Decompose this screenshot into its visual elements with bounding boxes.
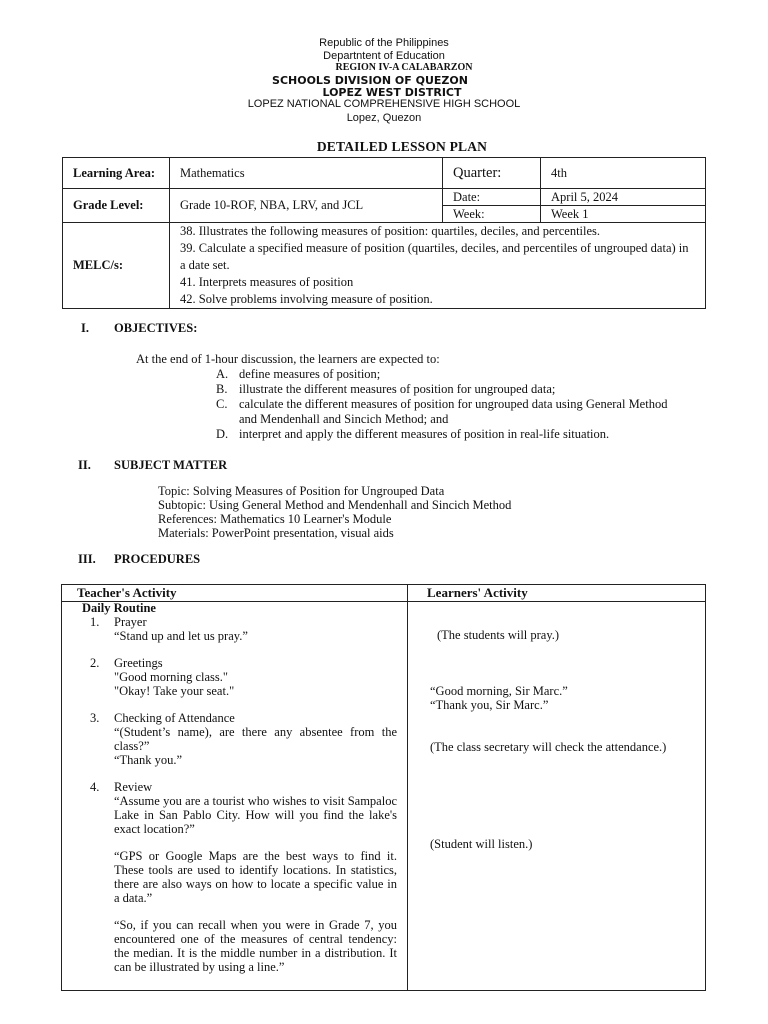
melc-item: 42. Solve problems involving measure of position. — [180, 292, 433, 306]
teacher-activity-header: Teacher's Activity — [62, 585, 408, 602]
melc-item: 38. Illustrates the following measures of position: quartiles, deciles, and percentiles. — [180, 224, 601, 238]
learning-area-label: Learning Area: — [63, 158, 170, 189]
melc-label: MELC/s: — [63, 223, 170, 309]
objectives-intro: At the end of 1-hour discussion, the learners are expected to: — [136, 352, 440, 366]
learner-activity-header: Learners' Activity — [408, 585, 706, 602]
objective-letter: D. — [216, 427, 229, 441]
date-value: April 5, 2024 — [541, 189, 706, 206]
review-paragraph: “Assume you are a tourist who wishes to visit Sampaloc Lake in San Pablo City. How will you find the lake's exact location?” — [114, 794, 397, 836]
learning-area-value: Mathematics — [170, 158, 443, 189]
objective-text: interpret and apply the different measures of position in real-life situation. — [239, 427, 610, 441]
objective-text: calculate the different measures of position for ungrouped data using General Method and Mendenhall and Sincich Method; and — [239, 397, 668, 426]
objectives-list — [216, 367, 686, 442]
objective-text: illustrate the different measures of position for ungrouped data; — [239, 382, 556, 396]
school-name: LOPEZ NATIONAL COMPREHENSIVE HIGH SCHOOL — [247, 98, 521, 110]
subject-subtopic: Subtopic: Using General Method and Mendenhall and Sincich Method — [158, 498, 512, 512]
lesson-info-table — [62, 157, 706, 309]
subject-references: References: Mathematics 10 Learner's Module — [158, 512, 392, 526]
item-title: Greetings — [114, 656, 163, 671]
melc-list — [170, 223, 706, 309]
learner-listen: (Student will listen.) — [430, 837, 533, 851]
item-line: "Okay! Take your seat." — [114, 683, 235, 698]
section-number: I. — [81, 321, 89, 335]
department-line: Departntent of Education — [323, 50, 445, 62]
routine-item-prayer — [62, 616, 407, 644]
learner-greet-2: “Thank you, Sir Marc.” — [430, 698, 549, 712]
learner-activity-cell — [408, 602, 706, 991]
objective-letter: C. — [216, 397, 228, 411]
learner-attendance: (The class secretary will check the attendance.) — [430, 740, 667, 754]
objective-item — [216, 382, 686, 397]
date-label: Date: — [443, 189, 541, 206]
item-number: 1. — [90, 614, 100, 629]
school-location: Lopez, Quezon — [346, 112, 422, 124]
daily-routine-title: Daily Routine — [82, 601, 156, 615]
routine-item-review — [62, 781, 407, 974]
item-line: “Stand up and let us pray.” — [114, 628, 248, 643]
item-line: "Good morning class." — [114, 669, 229, 684]
section-title: OBJECTIVES: — [114, 321, 198, 335]
section-number: III. — [78, 552, 96, 566]
review-paragraph: “GPS or Google Maps are the best ways to find it. These tools are used to identify locations. In statistics, there are also ways on how to locate a specific value in a data.” — [114, 849, 397, 905]
item-title: Prayer — [114, 614, 147, 629]
item-title: Review — [114, 780, 153, 795]
item-line: “(Student’s name), are there any absentee from the class?” — [114, 725, 397, 753]
section-title: PROCEDURES — [114, 552, 201, 566]
section-number: II. — [78, 458, 91, 472]
melc-item: 41. Interprets measures of position — [180, 275, 354, 289]
item-number: 2. — [90, 656, 100, 671]
objective-letter: B. — [216, 382, 228, 396]
week-value: Week 1 — [541, 206, 706, 223]
district-line: LOPEZ WEST DISTRICT — [322, 86, 462, 99]
document-title: DETAILED LESSON PLAN — [316, 139, 488, 154]
division-line: SCHOOLS DIVISION OF QUEZON — [272, 74, 468, 87]
objective-item — [216, 367, 686, 382]
melc-item: 39. Calculate a specified measure of position (quartiles, deciles, and percentiles of ungrouped data) in a date set. — [180, 241, 689, 272]
section-title: SUBJECT MATTER — [114, 458, 228, 472]
grade-level-label: Grade Level: — [63, 189, 170, 223]
review-paragraph: “So, if you can recall when you were in Grade 7, you encountered one of the measures of central tendency: the median. It is the middle number in a distribution. It can be illustrated by using a line.” — [114, 918, 397, 974]
objective-item — [216, 397, 686, 427]
item-number: 4. — [90, 780, 100, 795]
republic-line: Republic of the Philippines — [319, 37, 449, 49]
teacher-activity-cell — [62, 602, 408, 991]
routine-item-attendance — [62, 712, 407, 767]
routine-item-greetings — [62, 657, 407, 698]
objective-item — [216, 427, 686, 442]
learner-pray: (The students will pray.) — [437, 628, 560, 642]
subject-materials: Materials: PowerPoint presentation, visual aids — [158, 526, 394, 540]
grade-level-value: Grade 10-ROF, NBA, LRV, and JCL — [170, 189, 443, 223]
week-label: Week: — [443, 206, 541, 223]
quarter-label: Quarter: — [443, 158, 541, 189]
item-line: “Thank you.” — [114, 752, 183, 767]
objective-text: define measures of position; — [239, 367, 381, 381]
objective-letter: A. — [216, 367, 229, 381]
learner-greet-1: “Good morning, Sir Marc.” — [430, 684, 568, 698]
subject-topic: Topic: Solving Measures of Position for Ungrouped Data — [158, 484, 445, 498]
item-title: Checking of Attendance — [114, 711, 235, 726]
quarter-value: 4th — [541, 158, 706, 189]
procedures-table — [61, 584, 706, 991]
item-number: 3. — [90, 711, 100, 726]
region-line: REGION IV-A CALABARZON — [335, 62, 473, 73]
